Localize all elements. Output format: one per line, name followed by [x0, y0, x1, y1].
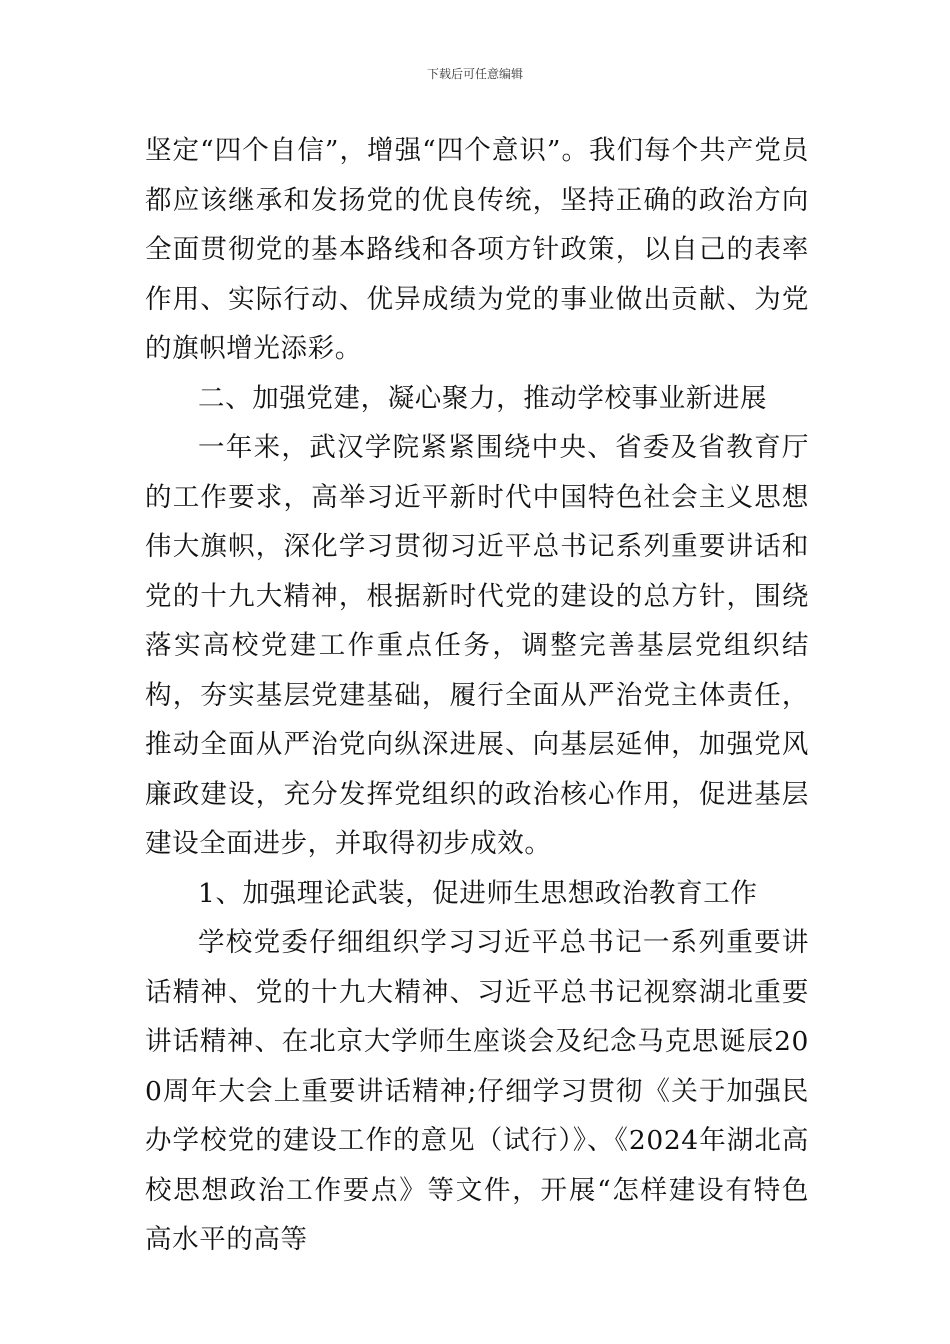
paragraph: 一年来，武汉学院紧紧围绕中央、省委及省教育厅的工作要求，高举习近平新时代中国特色社会主义思想伟大旗帜，深化学习贯彻习近平总书记系列重要讲话和党的十九大精神，根据新时代党的建设的总方针，围绕落实高校党建工作重点任务，调整完善基层党组织结构，夯实基层党建基础，履行全面从严治党主体责任，推动全面从严治党向纵深进展、向基层延伸，加强党风廉政建设，充分发挥党组织的政治核心作用，促进基层建设全面进步，并取得初步成效。 — [145, 432, 809, 859]
document-body — [145, 126, 809, 1265]
subsection-heading: 1、加强理论武装，促进师生思想政治教育工作 — [198, 877, 758, 909]
paragraph: 学校党委仔细组织学习习近平总书记一系列重要讲话精神、党的十九大精神、习近平总书记视察湖北重要讲话精神、在北京大学师生座谈会及纪念马克思诞辰200周年大会上重要讲话精神;仔细学习贯彻《关于加强民办学校党的建设工作的意见（试行）》、《2024年湖北高校思想政治工作要点》等文件，开展“怎样建设有特色高水平的高等 — [145, 927, 809, 1255]
header-note: 下载后可任意编辑 — [426, 67, 523, 81]
section-heading: 二、加强党建，凝心聚力，推动学校事业新进展 — [198, 382, 768, 414]
paragraph-continued: 坚定“四个自信”，增强“四个意识”。我们每个共产党员都应该继承和发扬党的优良传统，坚持正确的政治方向全面贯彻党的基本路线和各项方针政策，以自己的表率作用、实际行动、优异成绩为党的事业做出贡献、为党的旗帜增光添彩。 — [145, 135, 809, 364]
